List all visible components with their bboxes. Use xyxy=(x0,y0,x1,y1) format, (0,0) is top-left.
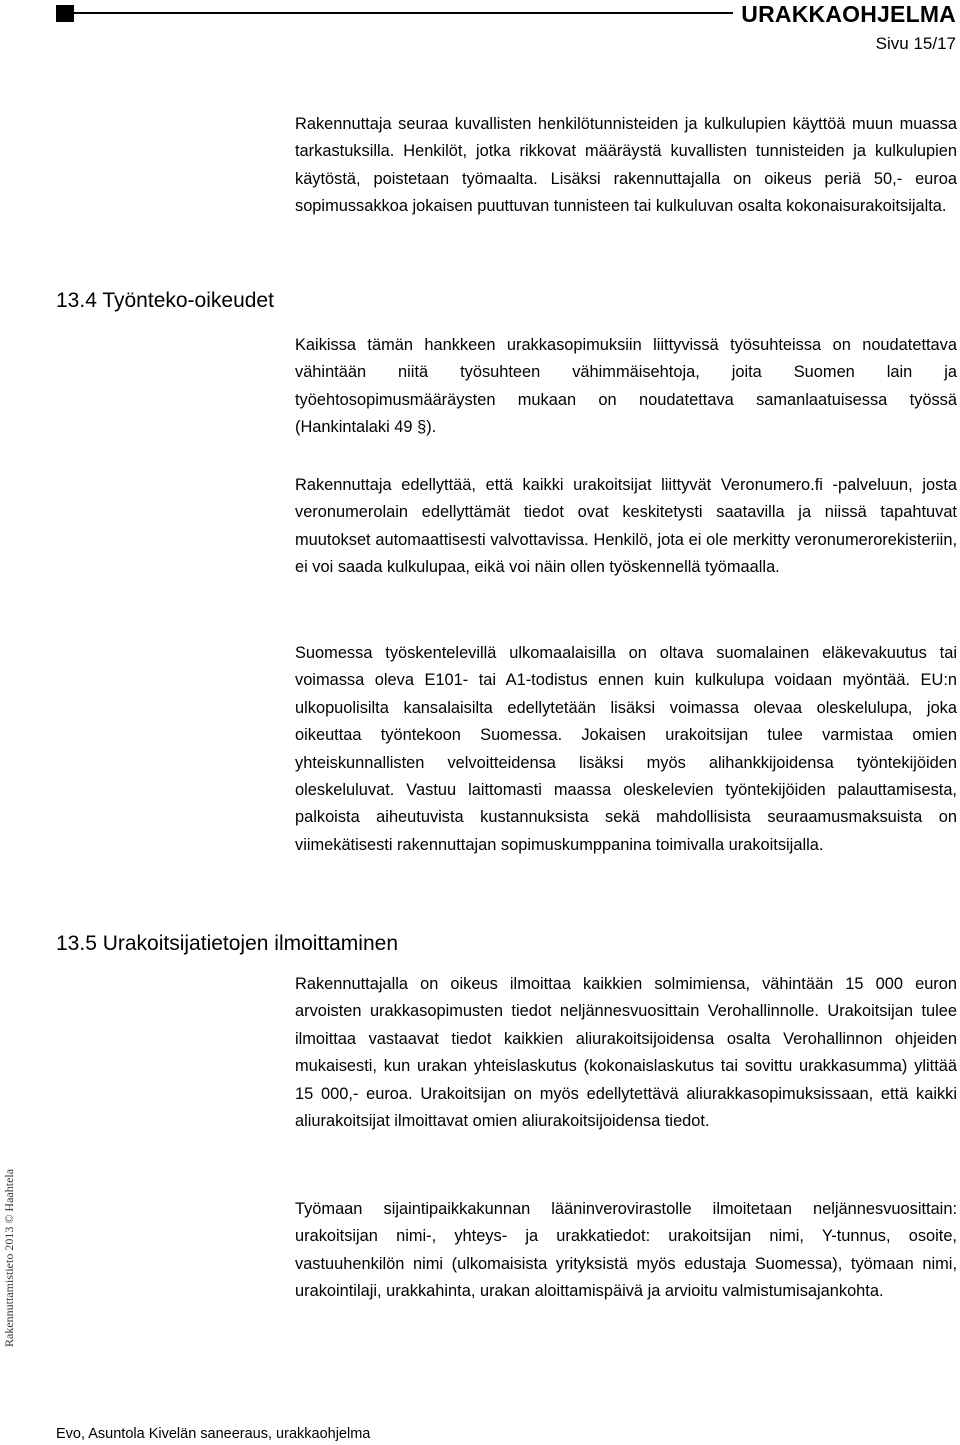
paragraph-minimum-terms: Kaikissa tämän hankkeen urakkasopimuksiin liittyvissä työsuhteissa on noudatettava vähintään niitä työsuhteen vähimmäisehtoja, joita Suomen lain ja työehtosopimusmääräysten mukaan on noudatettava samanlaatuisessa työssä (Hankintalaki 49 §). xyxy=(295,336,957,437)
document-title: URAKKAOHJELMA xyxy=(733,0,956,28)
section-heading-13-5: 13.5 Urakoitsijatietojen ilmoittaminen xyxy=(56,932,398,955)
section-heading-13-4: 13.4 Työnteko-oikeudet xyxy=(56,289,274,312)
footer-text: Evo, Asuntola Kivelän saneeraus, urakkaohjelma xyxy=(56,1426,371,1442)
copyright-side-text: Rakennuttamistieto 2013 © Haahtela xyxy=(2,1168,16,1347)
paragraph-veronumero: Rakennuttaja edellyttää, että kaikki urakoitsijat liittyvät Veronumero.fi -palveluun, josta veronumerolain edellyttämät tiedot ovat keskitetysti saatavilla ja niissä tapahtuvat muutokset automaattisesti valvottavissa. Henkilö, jota ei ole merkitty veronumerorekisteriin, ei voi saada kulkulupaa, eikä voi näin ollen työskennellä työmaalla. xyxy=(295,476,957,577)
page-number: Sivu 15/17 xyxy=(875,34,956,53)
paragraph-foreign-workers: Suomessa työskentelevillä ulkomaalaisilla on oltava suomalainen eläkevakuutus tai voimassa oleva E101- tai A1-todistus ennen kuin kulkulupa voidaan myöntää. EU:n ulkopuolisilta kansalaisilta edellytetään lisäksi voimassa olevaa oleskelulupa, joka oikeuttaa työntekoon Suomessa. Jokaisen urakoitsijan tulee varmistaa omien yhteiskunnallisten velvoitteidensa lisäksi myös alihankkijoidensa työntekijöiden oleskeluluvat. Vastuu laittomasti maassa oleskelevien työntekijöiden palauttamisesta, palkoista aiheutuvista kustannuksista sekä mahdollisista seuraamusmaksuista on viimekätisesti rakennuttajan sopimuskumppanina toimivalla urakoitsijalla. xyxy=(295,644,957,854)
paragraph-identification-badges: Rakennuttaja seuraa kuvallisten henkilötunnisteiden ja kulkulupien käyttöä muun muassa tarkastuksilla. Henkilöt, jotka rikkovat määräystä kuvallisten tunnisteiden ja kulkulupien käytöstä, poistetaan työmaalta. Lisäksi rakennuttajalla on oikeus periä 50,- euroa sopimussakkoa jokaisen puuttuvan tunnisteen tai kulkuluvan osalta kokonaisurakoitsijalta. xyxy=(295,115,957,216)
header-marker-square xyxy=(56,5,74,22)
paragraph-quarterly-notice: Työmaan sijaintipaikkakunnan lääninverovirastolle ilmoitetaan neljännesvuosittain: urakoitsijan nimi-, yhteys- ja urakkatiedot: urakoitsijan nimi, Y-tunnus, osoite, vastuuhenkilön nimi (ulkomaisista yrityksistä myös edustaja Suomessa), työmaan nimi, urakointilaji, urakkahinta, urakan aloittamispäivä ja arvioitu valmistumisajankohta. xyxy=(295,1200,957,1301)
paragraph-reporting-rights: Rakennuttajalla on oikeus ilmoittaa kaikkien solmimiensa, vähintään 15 000 euron arvoisten urakkasopimusten tiedot neljännesvuosittain Verohallinnolle. Urakoitsijan tulee ilmoittaa vastaavat tiedot kaikkien aliurakoitsijoidensa osalta Verohallinnon ohjeiden mukaisesti, kun urakan yhteislaskutus (kokonaislaskutus tai sovittu urakkasumma) ylittää 15 000,- euroa. Urakoitsijan on myös edellytettävä aliurakkasopimuksissaan, että kaikki aliurakoitsijat ilmoittavat omien aliurakoitsijoidensa tiedot. xyxy=(295,975,957,1131)
